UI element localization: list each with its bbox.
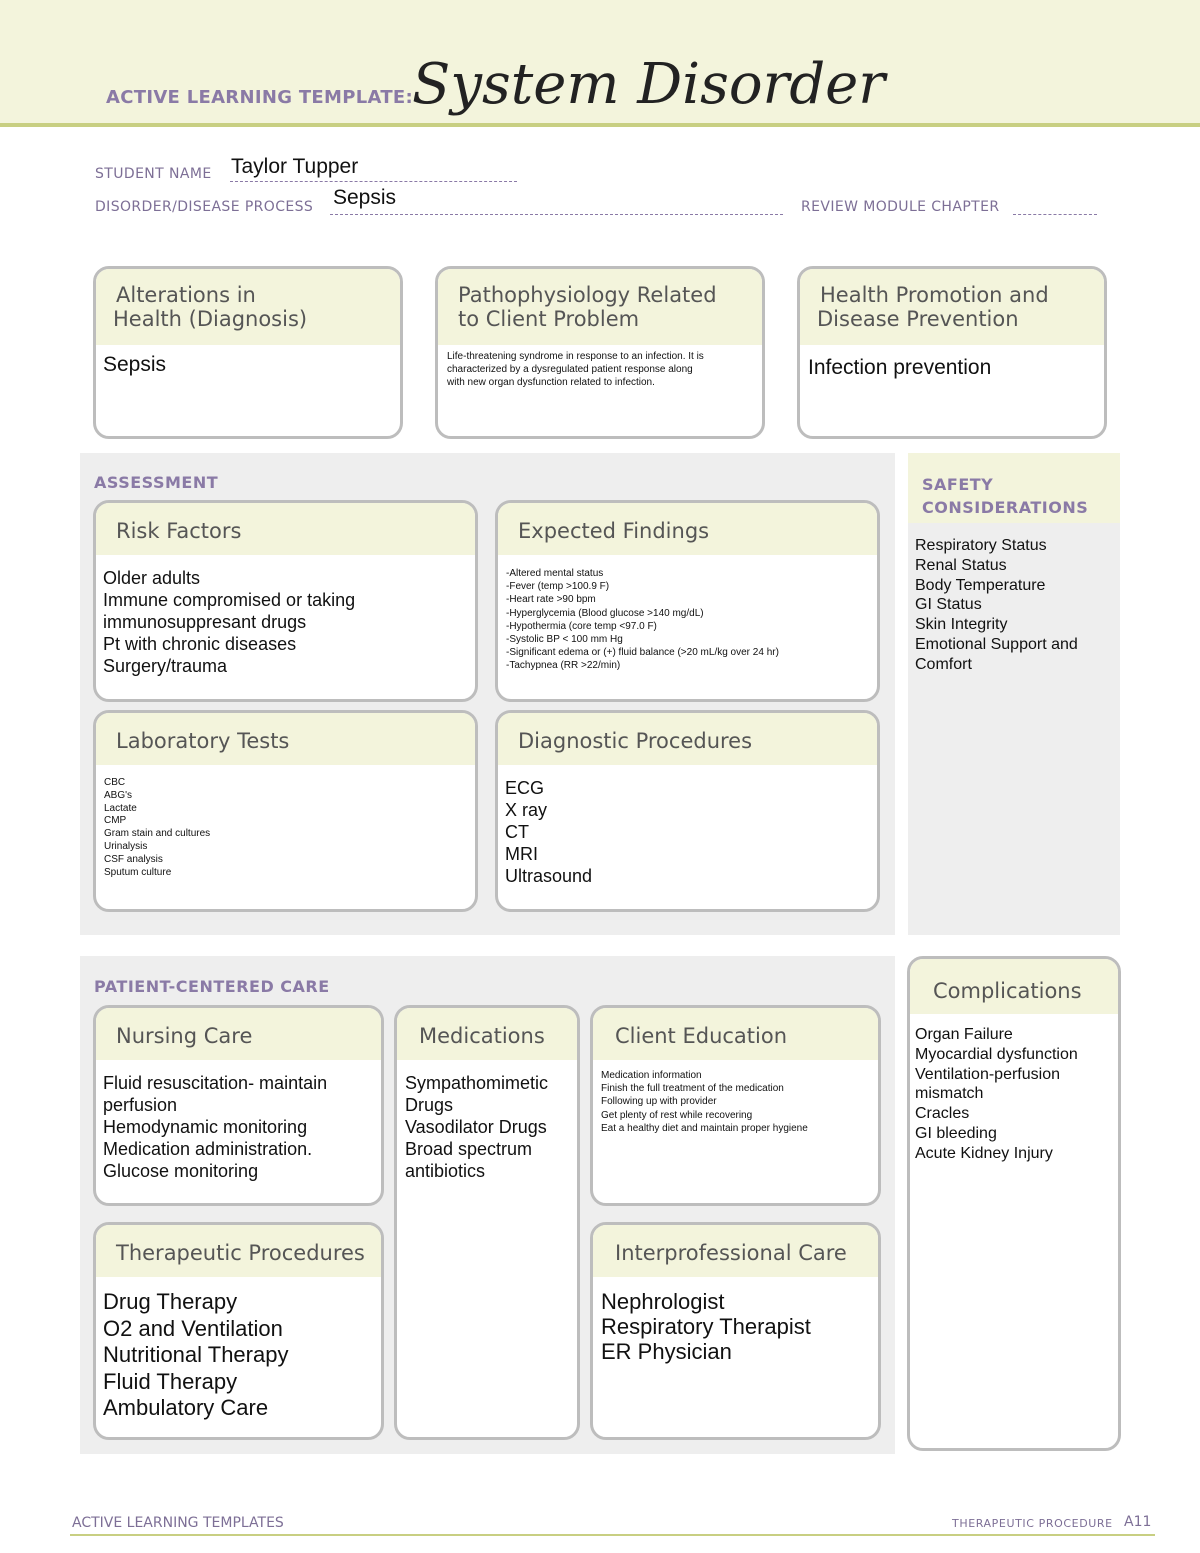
list-item: Broad spectrum [405, 1139, 533, 1159]
list-item: Fluid resuscitation- maintain [103, 1073, 328, 1093]
list-item: ER Physician [601, 1339, 732, 1364]
list-item: Respiratory Therapist [601, 1314, 811, 1339]
list-item: Ventilation-perfusion [915, 1065, 1060, 1083]
expected-findings-title: Expected Findings [498, 503, 877, 555]
list-item: Urinalysis [104, 840, 148, 852]
list-item: Ambulatory Care [103, 1395, 269, 1420]
list-item: Finish the full treatment of the medication [601, 1083, 784, 1095]
nursing-care-box [93, 1005, 384, 1206]
alterations-content: Sepsis [103, 353, 167, 376]
laboratory-tests-title: Laboratory Tests [96, 713, 475, 765]
expected-findings-list [498, 555, 877, 673]
list-item: Ultrasound [505, 866, 593, 886]
pathophysiology-title: Pathophysiology Related to Client Problem [438, 269, 762, 345]
list-item: Immune compromised or taking [103, 590, 356, 610]
list-item: -Hypothermia (core temp <97.0 F) [506, 620, 657, 632]
list-item: Comfort [915, 655, 972, 673]
list-item: Surgery/trauma [103, 656, 228, 676]
list-item: CSF analysis [104, 853, 163, 865]
list-item: Nutritional Therapy [103, 1342, 289, 1367]
template-label: ACTIVE LEARNING TEMPLATE: [106, 87, 413, 108]
list-item: -Tachypnea (RR >22/min) [506, 660, 621, 672]
review-module-line [1013, 214, 1097, 215]
list-item: MRI [505, 844, 538, 864]
template-title: System Disorder [412, 52, 886, 117]
safety-list [915, 536, 1078, 675]
client-education-list [593, 1060, 878, 1135]
list-item: Respiratory Status [915, 537, 1047, 554]
laboratory-tests-box [93, 710, 478, 912]
header-rule [0, 123, 1200, 127]
list-item: Sympathomimetic [405, 1073, 549, 1093]
pathophysiology-content: Life-threatening syndrome in response to an infection. It is characterized by a dysregulated patient response along with new organ dysfunction related to infection. [447, 351, 704, 389]
list-item: Drugs [405, 1095, 454, 1115]
student-name-label: STUDENT NAME [95, 166, 212, 182]
list-item: Following up with provider [601, 1096, 717, 1108]
list-item: Drug Therapy [103, 1289, 238, 1314]
list-item: GI bleeding [915, 1124, 997, 1142]
complications-box [907, 956, 1121, 1451]
list-item: Fluid Therapy [103, 1368, 238, 1394]
list-item: antibiotics [405, 1161, 486, 1181]
nursing-care-title: Nursing Care [96, 1008, 381, 1060]
student-name-field[interactable]: Taylor Tupper [231, 155, 359, 178]
therapeutic-procedures-box [93, 1222, 384, 1440]
list-item: Medication administration. [103, 1139, 313, 1159]
complications-title: Complications [910, 959, 1118, 1014]
list-item: Skin Integrity [915, 616, 1008, 634]
list-item: Lactate [104, 802, 137, 814]
diagnostic-procedures-box [495, 710, 880, 912]
list-item: Acute Kidney Injury [915, 1144, 1053, 1162]
list-item: perfusion [103, 1095, 178, 1115]
pathophysiology-box [435, 266, 765, 439]
list-item: Emotional Support and [915, 635, 1078, 653]
list-item: mismatch [915, 1085, 984, 1103]
laboratory-tests-list [96, 765, 475, 879]
list-item: Nephrologist [601, 1289, 725, 1314]
therapeutic-procedures-title: Therapeutic Procedures [96, 1225, 381, 1277]
list-item: -Heart rate >90 bpm [506, 594, 596, 606]
student-name-line [230, 181, 517, 182]
expected-findings-box [495, 500, 880, 702]
list-item: Medication information [601, 1070, 702, 1081]
list-item: Body Temperature [915, 576, 1046, 594]
list-item: GI Status [915, 596, 982, 614]
assessment-title: ASSESSMENT [94, 473, 219, 492]
risk-factors-list [96, 555, 475, 677]
disorder-field[interactable]: Sepsis [333, 186, 397, 209]
footer-left: ACTIVE LEARNING TEMPLATES [72, 1515, 284, 1531]
page-number: A11 [1124, 1514, 1152, 1530]
patient-centered-care-title: PATIENT-CENTERED CARE [94, 977, 330, 996]
disorder-line [330, 214, 783, 215]
list-item: Sputum culture [104, 866, 172, 878]
list-item: Organ Failure [915, 1026, 1013, 1043]
list-item: Renal Status [915, 556, 1007, 574]
health-promotion-content: Infection prevention [808, 356, 992, 379]
list-item: CMP [104, 815, 127, 827]
interprofessional-care-title: Interprofessional Care [593, 1225, 878, 1277]
footer-right: THERAPEUTIC PROCEDURE [952, 1517, 1113, 1530]
list-item: CT [505, 822, 529, 842]
list-item: Get plenty of rest while recovering [601, 1109, 753, 1121]
list-item: Vasodilator Drugs [405, 1117, 547, 1137]
medications-title: Medications [397, 1008, 577, 1060]
medications-list [397, 1060, 577, 1182]
list-item: Eat a healthy diet and maintain proper hygiene [601, 1122, 808, 1134]
list-item: -Significant edema or (+) fluid balance (>20 mL/kg over 24 hr) [506, 647, 779, 659]
client-education-box [590, 1005, 881, 1206]
alterations-box [93, 266, 403, 439]
list-item: Cracles [915, 1105, 970, 1123]
interprofessional-care-box [590, 1222, 881, 1440]
list-item: immunosuppresant drugs [103, 612, 307, 632]
list-item: Glucose monitoring [103, 1161, 259, 1181]
diagnostic-procedures-list [498, 765, 877, 887]
list-item: Older adults [103, 568, 201, 588]
safety-title: SAFETY CONSIDERATIONS [922, 475, 1089, 517]
client-education-title: Client Education [593, 1008, 878, 1060]
list-item: -Fever (temp >100.9 F) [506, 581, 610, 593]
review-module-label: REVIEW MODULE CHAPTER [801, 199, 1000, 215]
health-promotion-box [797, 266, 1107, 439]
diagnostic-procedures-title: Diagnostic Procedures [498, 713, 877, 765]
list-item: O2 and Ventilation [103, 1315, 283, 1341]
list-item: ECG [505, 778, 545, 798]
list-item: CBC [104, 777, 126, 788]
interprofessional-care-list [593, 1277, 878, 1364]
list-item: Hemodynamic monitoring [103, 1117, 308, 1137]
complications-list [910, 1014, 1118, 1164]
list-item: ABG's [104, 789, 133, 801]
list-item: -Altered mental status [506, 568, 604, 579]
list-item: Gram stain and cultures [104, 828, 211, 840]
risk-factors-title: Risk Factors [96, 503, 475, 555]
list-item: Myocardial dysfunction [915, 1045, 1078, 1063]
therapeutic-procedures-list [96, 1277, 381, 1422]
nursing-care-list [96, 1060, 381, 1182]
risk-factors-box [93, 500, 478, 702]
health-promotion-title: Health Promotion and Disease Prevention [800, 269, 1104, 345]
disorder-label: DISORDER/DISEASE PROCESS [95, 199, 314, 215]
safety-section [908, 453, 1120, 935]
footer-rule [70, 1534, 1155, 1536]
medications-box [394, 1005, 580, 1440]
list-item: X ray [505, 800, 548, 820]
list-item: -Systolic BP < 100 mm Hg [506, 634, 623, 646]
alterations-title: Alterations in Health (Diagnosis) [96, 269, 400, 345]
list-item: Pt with chronic diseases [103, 634, 297, 654]
list-item: -Hyperglycemia (Blood glucose >140 mg/dL) [506, 607, 704, 619]
